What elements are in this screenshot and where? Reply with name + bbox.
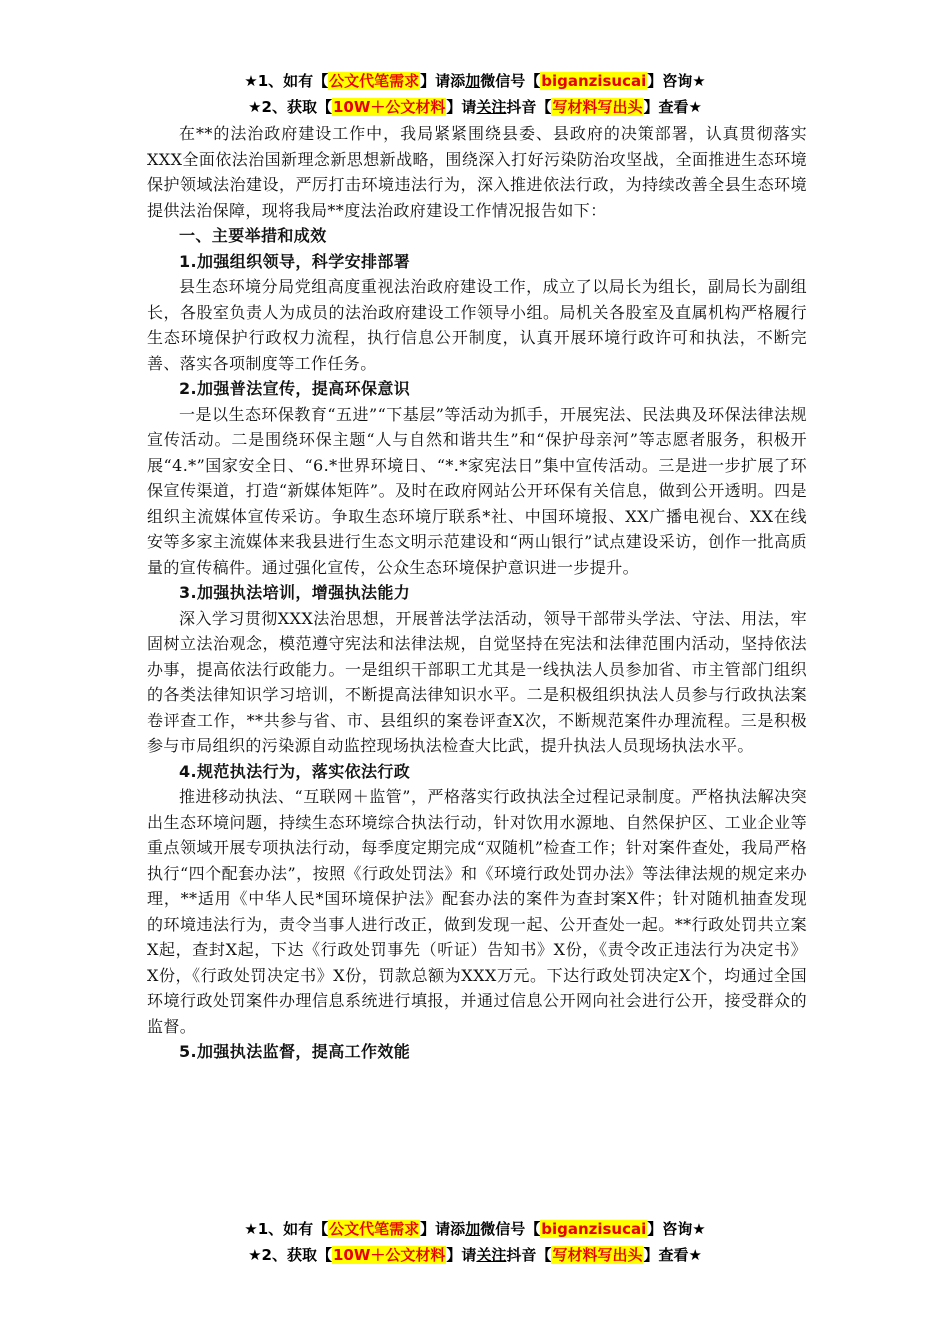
promo-line-2 — [0, 94, 950, 120]
promo-underlined: 加 — [465, 1220, 481, 1238]
promo-text: 】请添 — [420, 72, 466, 90]
promo-banner-bottom — [0, 1216, 950, 1268]
promo-underlined: 加 — [465, 72, 481, 90]
promo-highlight: 公文代笔需求 — [329, 1220, 420, 1238]
item-heading-5: 5.加强执法监督，提高工作效能 — [179, 1042, 411, 1061]
promo-text: 】请 — [446, 1246, 477, 1264]
promo-highlight: 公文代笔需求 — [329, 72, 420, 90]
promo-text: 】请添 — [420, 1220, 466, 1238]
promo-banner-top — [0, 68, 950, 120]
item-heading-1: 1.加强组织领导，科学安排部署 — [179, 251, 411, 271]
promo-underlined: 关注 — [476, 1246, 507, 1264]
promo-text: 微信号【 — [480, 1220, 541, 1238]
item-paragraph-4: 推进移动执法、“互联网＋监管”，严格落实行政执法全过程记录制度。严格执法解决突出生态环境问题，持续生态环境综合执法行动，针对饮用水源地、自然保护区、工业企业等重点领域开展专项执法行动，每季度定期完成“双随机”检查工作；针对案件查处，我局严格执行“四个配套办法”，按照《行政处罚法》和《环境行政处罚办法》等法律法规的规定来办理，**适用《中华人民*国环境保护法》配套办法的案件为查封案X件；针对随机抽查发现的环境违法行为，责令当事人进行改正，做到发现一起、公开查处一起。**行政处罚共立案X起，查封X起，下达《行政处罚事先（听证）告知书》X份，《责令改正违法行为决定书》X份，《行政处罚决定书》X份，罚款总额为XXX万元。下达行政处罚决定X个，均通过全国环境行政处罚案件办理信息系统进行填报，并通过信息公开网向社会进行公开，接受群众的监督。 — [147, 787, 807, 1036]
promo-text: ★2、获取【 — [248, 1246, 332, 1264]
document-body — [147, 121, 807, 1065]
promo-highlight: biganzisucai — [541, 1220, 647, 1238]
section-heading: 一、主要举措和成效 — [179, 226, 327, 245]
promo-text: 微信号【 — [480, 72, 541, 90]
promo-text: 】咨询★ — [647, 1220, 706, 1238]
promo-line-1 — [0, 68, 950, 94]
item-paragraph-3: 深入学习贯彻XXX法治思想，开展普法学法活动，领导干部带头学法、守法、用法，牢固树立法治观念，模范遵守宪法和法律法规，自觉坚持在宪法和法律范围内活动，坚持依法办事，提高依法行政能力。一是组织干部职工尤其是一线执法人员参加省、市主管部门组织的各类法律知识学习培训，不断提高法律知识水平。二是积极组织执法人员参与行政执法案卷评查工作，**共参与省、市、县组织的案卷评查X次，不断规范案件办理流程。三是积极参与市局组织的污染源自动监控现场执法检查大比武，提升执法人员现场执法水平。 — [147, 608, 807, 755]
intro-paragraph: 在**的法治政府建设工作中，我局紧紧围绕县委、县政府的决策部署，认真贯彻落实XXX全面依法治国新理念新思想新战略，围绕深入打好污染防治攻坚战，全面推进生态环境保护领域法治建设，严厉打击环境违法行为，深入推进依法行政，为持续改善全县生态环境提供法治保障，现将我局**度法治政府建设工作情况报告如下： — [147, 124, 807, 220]
promo-highlight: 写材料写出头 — [552, 98, 643, 116]
promo-text: 】查看★ — [643, 1246, 702, 1264]
promo-highlight: 10W＋公文材料 — [332, 98, 446, 116]
item-heading-4: 4.规范执法行为，落实依法行政 — [179, 761, 411, 781]
promo-highlight: biganzisucai — [541, 72, 647, 90]
item-paragraph-2: 一是以生态环保教育“五进”“下基层”等活动为抓手，开展宪法、民法典及环保法律法规宣传活动。二是围绕环保主题“人与自然和谐共生”和“保护母亲河”等志愿者服务，积极开展“4.*”国家安全日、“6.*世界环境日、“*.*家宪法日”集中宣传活动。三是进一步扩展了环保宣传渠道，打造“新媒体矩阵”。及时在政府网站公开环保有关信息，做到公开透明。四是组织主流媒体宣传采访。争取生态环境厅联系*社、中国环境报、XX广播电视台、XX在线安等多家主流媒体来我县进行生态文明示范建设和“两山银行”试点建设采访，创作一批高质量的宣传稿件。通过强化宣传，公众生态环境保护意识进一步提升。 — [147, 404, 807, 577]
promo-text: ★1、如有【 — [244, 1220, 329, 1238]
promo-line-1 — [0, 1216, 950, 1242]
promo-text: ★1、如有【 — [244, 72, 329, 90]
item-heading-3: 3.加强执法培训，增强执法能力 — [179, 583, 411, 602]
promo-highlight: 10W＋公文材料 — [332, 1246, 446, 1264]
promo-highlight: 写材料写出头 — [552, 1246, 643, 1264]
promo-text: ★2、获取【 — [248, 98, 332, 116]
promo-text: 】咨询★ — [647, 72, 706, 90]
promo-underlined: 关注 — [476, 98, 507, 116]
promo-text: 】查看★ — [643, 98, 702, 116]
promo-text: 】请 — [446, 98, 477, 116]
item-paragraph-1: 县生态环境分局党组高度重视法治政府建设工作，成立了以局长为组长，副局长为副组长，各股室负责人为成员的法治政府建设工作领导小组。局机关各股室及直属机构严格履行生态环境保护行政权力流程，执行信息公开制度，认真开展环境行政许可和执法，不断完善、落实各项制度等工作任务。 — [147, 277, 807, 373]
item-heading-2: 2.加强普法宣传，提高环保意识 — [179, 379, 411, 398]
promo-text: 抖音【 — [506, 98, 552, 116]
promo-text: 抖音【 — [506, 1246, 552, 1264]
promo-line-2 — [0, 1242, 950, 1268]
